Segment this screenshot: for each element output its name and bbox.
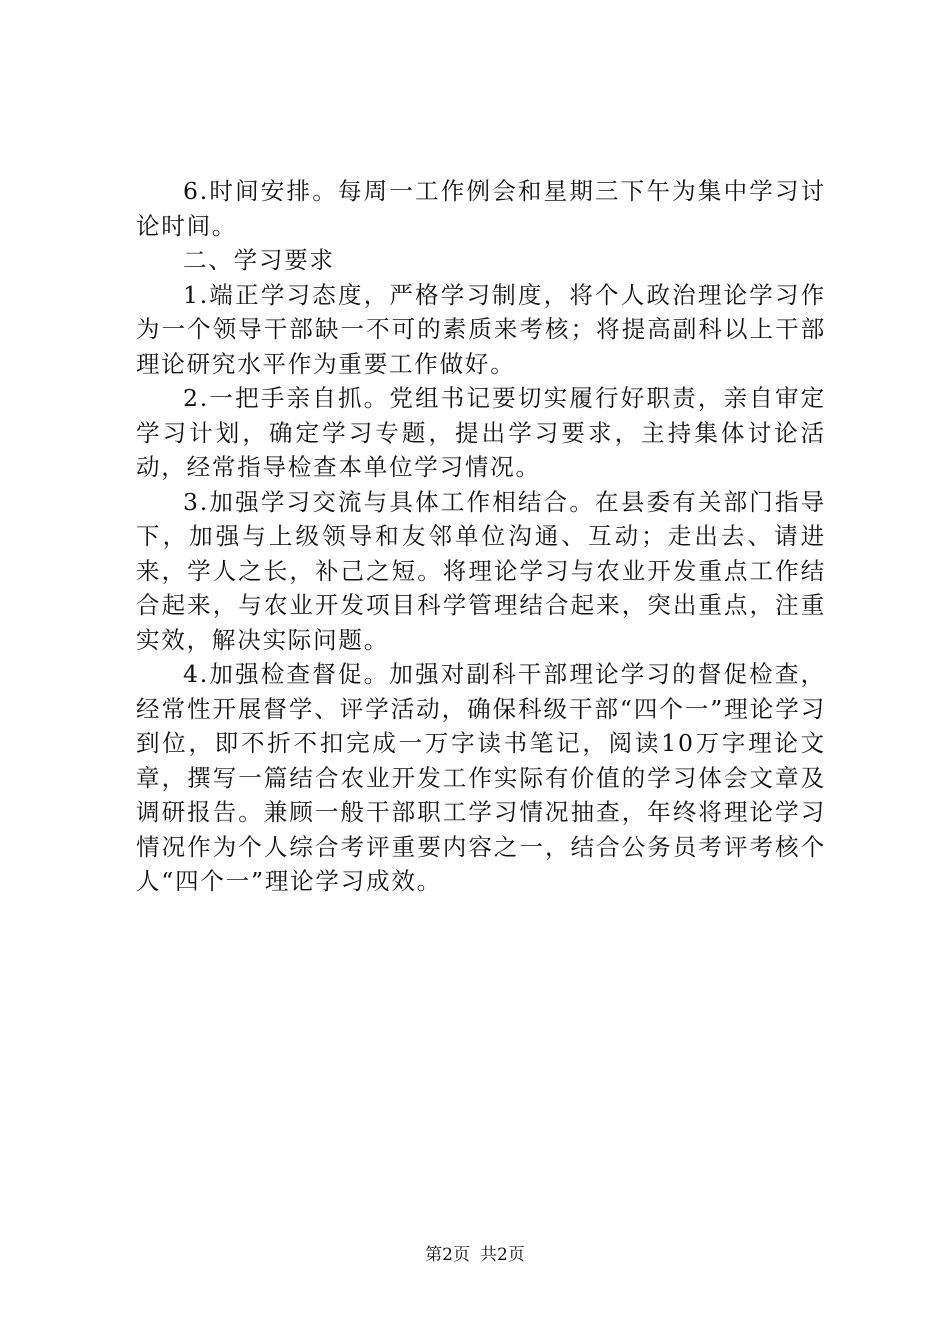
document-body: [136, 174, 826, 899]
section-heading-requirements: 二、学习要求: [183, 246, 335, 274]
page-total: 共2页: [480, 1245, 525, 1265]
page-number: 第2页: [425, 1245, 470, 1265]
paragraph-requirement-3: 3.加强学习交流与具体工作相结合。在县委有关部门指导下，加强与上级领导和友邻单位沟通、互动；走出去、请进来，学人之长，补己之短。将理论学习与农业开发重点工作结合起来，与农业开发项目科学管理结合起来，突出重点，注重实效，解决实际问题。: [136, 487, 826, 654]
paragraph-requirement-2: 2.一把手亲自抓。党组书记要切实履行好职责，亲自审定学习计划，确定学习专题，提出学习要求，主持集体讨论活动，经常指导检查本单位学习情况。: [136, 384, 826, 481]
paragraph-time-arrangement: 6.时间安排。每周一工作例会和星期三下午为集中学习讨论时间。: [136, 177, 826, 240]
page-footer: [0, 1243, 950, 1267]
paragraph-requirement-4: 4.加强检查督促。加强对副科干部理论学习的督促检查，经常性开展督学、评学活动，确保科级干部“四个一”理论学习到位，即不折不扣完成一万字读书笔记，阅读10万字理论文章，撰写一篇结合农业开发工作实际有价值的学习体会文章及调研报告。兼顾一般干部职工学习情况抽查，年终将理论学习情况作为个人综合考评重要内容之一，结合公务员考评考核个人“四个一”理论学习成效。: [136, 660, 826, 895]
paragraph-requirement-1: 1.端正学习态度，严格学习制度，将个人政治理论学习作为一个领导干部缺一不可的素质来考核；将提高副科以上干部理论研究水平作为重要工作做好。: [136, 280, 826, 378]
